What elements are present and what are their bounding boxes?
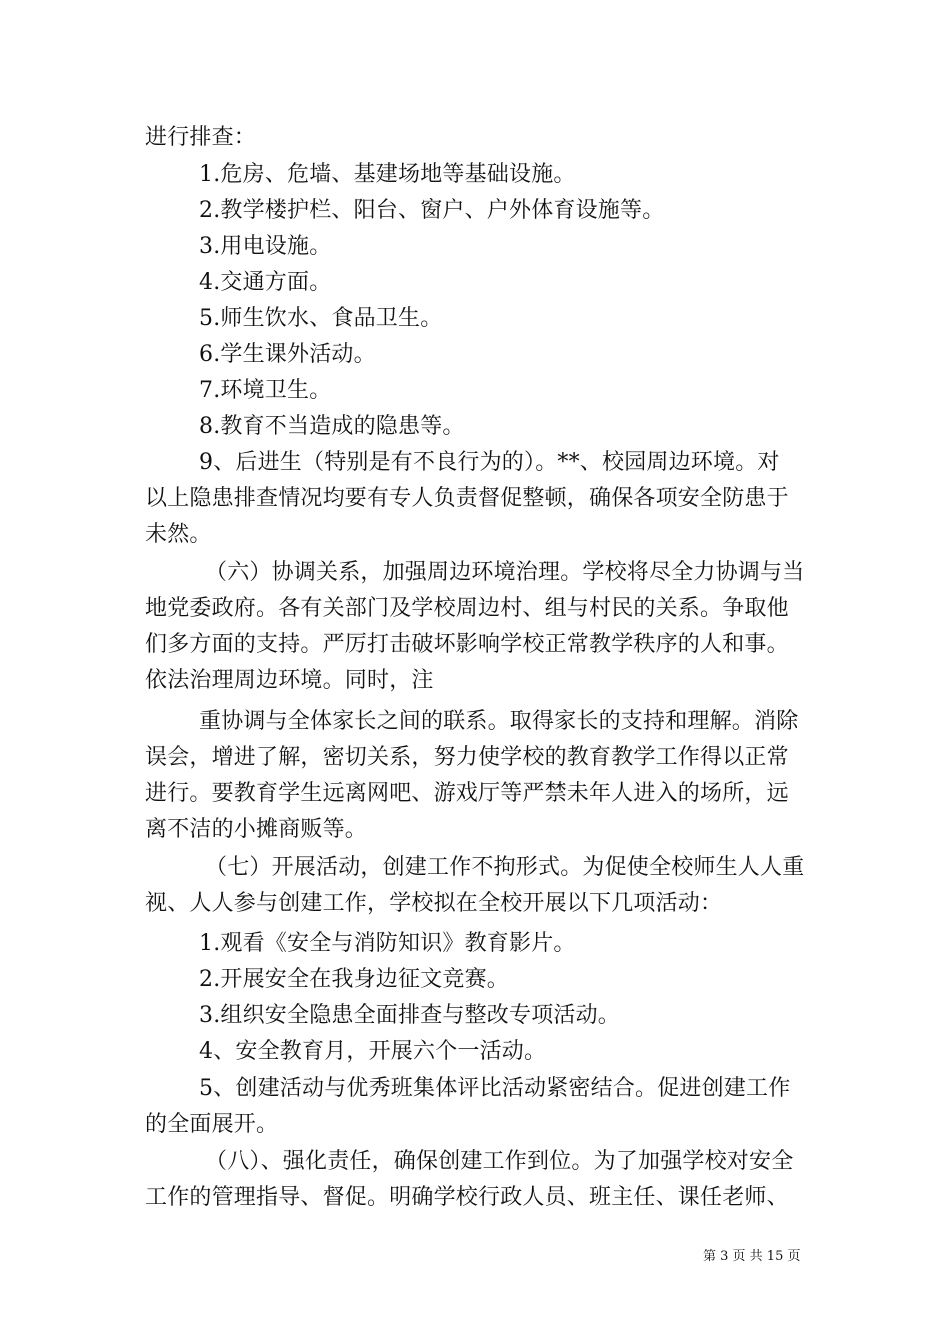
text-line: 7.环境卫生。	[199, 378, 332, 403]
text-line: 误会，增进了解，密切关系，努力使学校的教育教学工作得以正常	[145, 745, 789, 770]
text-line: 进行。要教育学生远离网吧、游戏厅等严禁未年人进入的场所，远	[145, 781, 789, 806]
text-line: 6.学生课外活动。	[199, 342, 376, 367]
text-line: 4.交通方面。	[199, 270, 332, 295]
text-line: 1.观看《安全与消防知识》教育影片。	[199, 931, 576, 956]
text-line: （七）开展活动，创建工作不拘形式。为促使全校师生人人重	[205, 855, 805, 880]
text-line: 进行排查：	[145, 125, 257, 150]
text-line: 1.危房、危墙、基建场地等基础设施。	[199, 162, 576, 187]
text-line: 2.开展安全在我身边征文竞赛。	[199, 967, 509, 992]
text-line: 3.用电设施。	[199, 234, 332, 259]
text-line: （八）、强化责任，确保创建工作到位。为了加强学校对安全	[205, 1149, 794, 1174]
text-line: 9、后进生（特别是有不良行为的）。**、校园周边环境。对	[199, 450, 780, 475]
text-line: 重协调与全体家长之间的联系。取得家长的支持和理解。消除	[199, 709, 799, 734]
text-line: 8.教育不当造成的隐患等。	[199, 414, 465, 439]
text-line: 未然。	[145, 522, 212, 547]
text-line: 4、安全教育月，开展六个一活动。	[199, 1039, 547, 1064]
text-line: 地党委政府。各有关部门及学校周边村、组与村民的关系。争取他	[145, 596, 789, 621]
text-line: 工作的管理指导、督促。明确学校行政人员、班主任、课任老师、	[145, 1185, 789, 1210]
text-line: 2.教学楼护栏、阳台、窗户、户外体育设施等。	[199, 198, 665, 223]
text-line: 离不洁的小摊商贩等。	[145, 817, 368, 842]
text-line: 3.组织安全隐患全面排查与整改专项活动。	[199, 1003, 620, 1028]
text-line: 视、人人参与创建工作，学校拟在全校开展以下几项活动：	[145, 891, 723, 916]
page-footer: 第 3 页 共 15 页	[703, 1249, 801, 1264]
text-line: 以上隐患排查情况均要有专人负责督促整顿，确保各项安全防患于	[145, 486, 789, 511]
text-line: 的全面展开。	[145, 1112, 279, 1137]
text-line: 们多方面的支持。严厉打击破坏影响学校正常教学秩序的人和事。	[145, 632, 789, 657]
text-line: 依法治理周边环境。同时，注	[145, 668, 434, 693]
text-line: 5.师生饮水、食品卫生。	[199, 306, 443, 331]
text-line: （六）协调关系，加强周边环境治理。学校将尽全力协调与当	[205, 560, 805, 585]
text-line: 5、创建活动与优秀班集体评比活动紧密结合。促进创建工作	[199, 1076, 791, 1101]
